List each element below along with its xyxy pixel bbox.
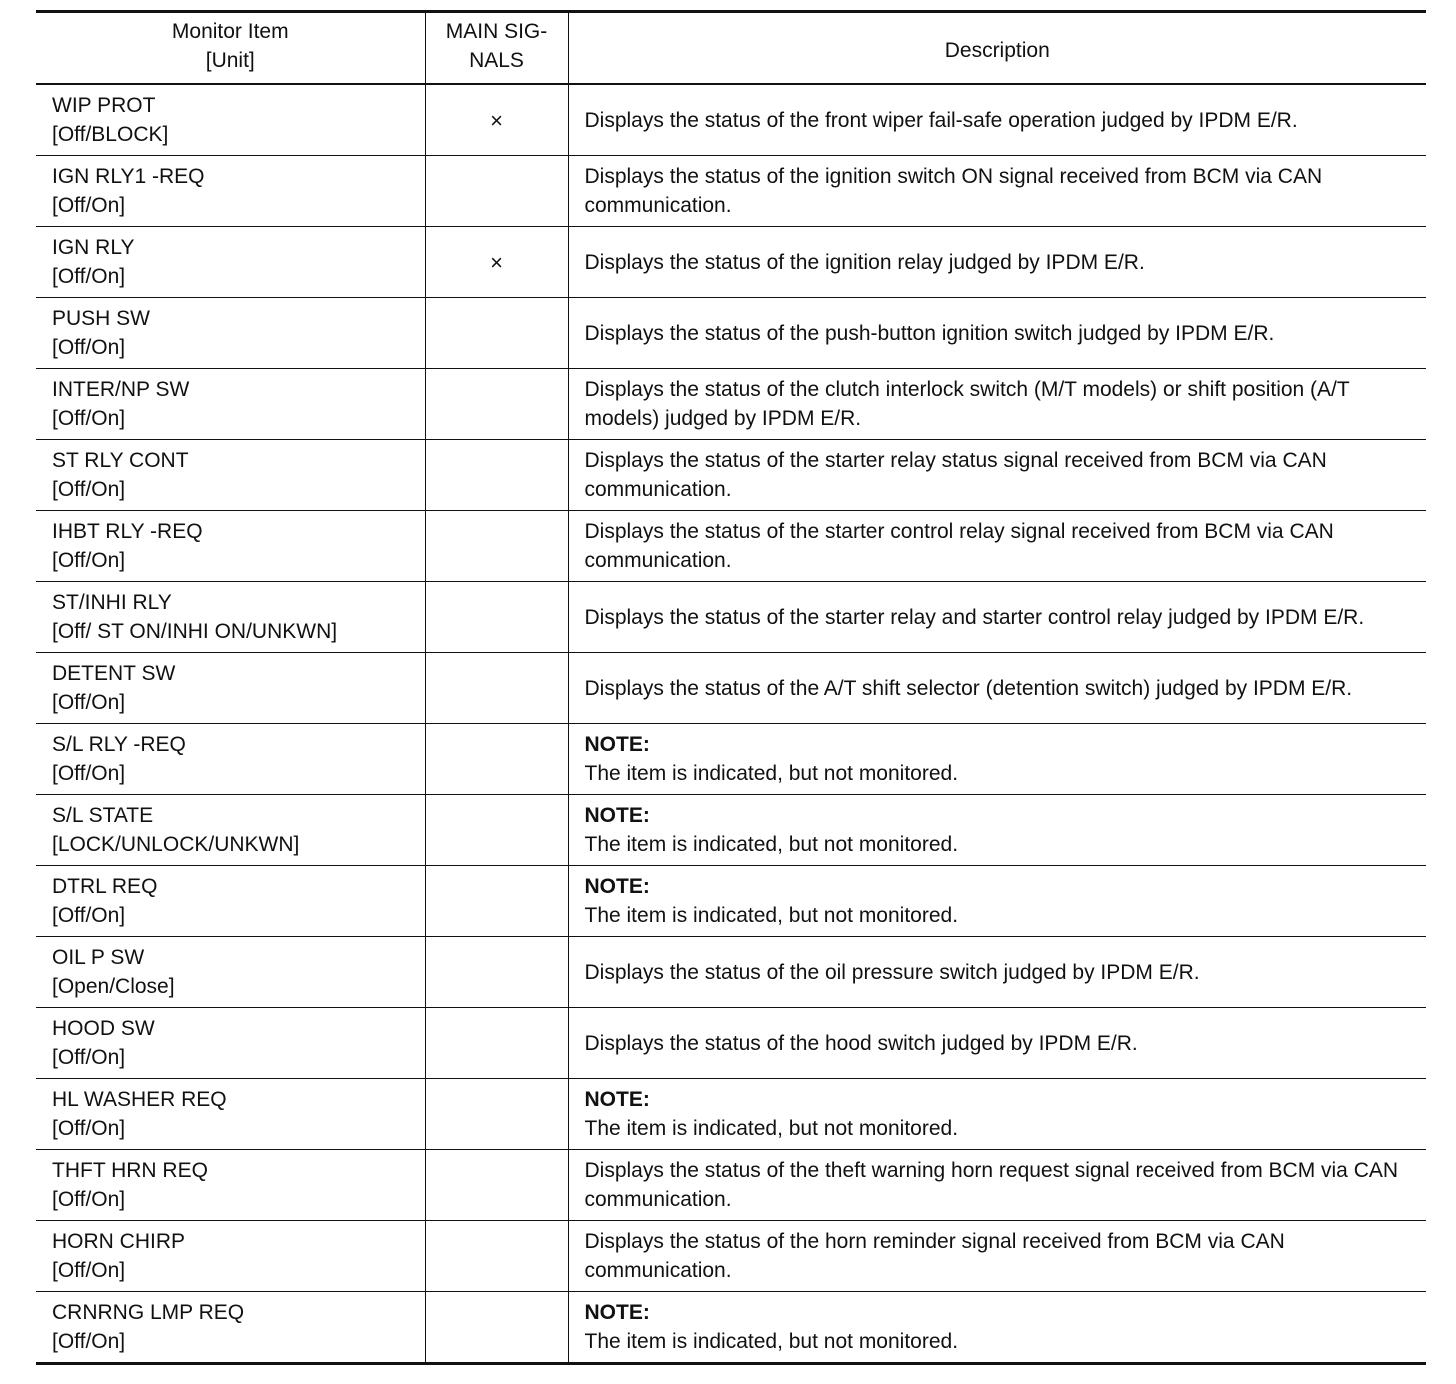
header-unit-label: [Unit] [205, 49, 255, 72]
monitor-item-cell [36, 1221, 425, 1292]
description-text: Displays the status of the starter relay and starter control relay judged by IPDM E/R. [584, 605, 1365, 629]
monitor-item-cell [36, 369, 425, 440]
table-row [36, 937, 1426, 1008]
description-cell [568, 156, 1426, 227]
header-main-signals-line2: NALS [469, 49, 524, 72]
monitor-item-cell [36, 1292, 425, 1364]
monitor-item-cell [36, 724, 425, 795]
table-row [36, 1008, 1426, 1079]
monitor-item-cell [36, 511, 425, 582]
monitor-item-unit: [Off/On] [52, 1046, 126, 1069]
monitor-item-unit: [Off/ ST ON/INHI ON/UNKWN] [52, 620, 338, 643]
description-cell [568, 1292, 1426, 1364]
header-description-label: Description [944, 38, 1050, 62]
monitor-item-unit: [Off/BLOCK] [52, 123, 169, 146]
monitor-item-name: CRNRNG LMP REQ [52, 1301, 245, 1324]
header-description [568, 12, 1426, 85]
table-row [36, 227, 1426, 298]
description-text: Displays the status of the hood switch judged by IPDM E/R. [584, 1031, 1138, 1055]
description-text: Displays the status of the theft warning horn request signal received from BCM via CAN communication. [584, 1159, 1399, 1211]
description-text: Displays the status of the A/T shift selector (detention switch) judged by IPDM E/R. [584, 676, 1353, 700]
main-signal-mark [425, 795, 568, 866]
monitor-item-name: HORN CHIRP [52, 1230, 186, 1253]
main-signal-mark [425, 866, 568, 937]
note-text: The item is indicated, but not monitored. [584, 833, 959, 856]
table-row [36, 1221, 1426, 1292]
monitor-item-name: THFT HRN REQ [52, 1159, 208, 1182]
note-title: NOTE: [584, 1088, 650, 1111]
description-cell [568, 298, 1426, 369]
monitor-item-unit: [Off/On] [52, 407, 126, 430]
description-text: Displays the status of the oil pressure switch judged by IPDM E/R. [584, 960, 1200, 984]
description-text: Displays the status of the starter relay status signal received from BCM via CAN communication. [584, 449, 1327, 501]
monitor-item-unit: [Off/On] [52, 265, 126, 288]
description-text: Displays the status of the push-button ignition switch judged by IPDM E/R. [584, 321, 1275, 345]
description-cell [568, 511, 1426, 582]
main-signal-mark [425, 298, 568, 369]
monitor-item-table [36, 10, 1426, 1365]
main-signal-mark [425, 937, 568, 1008]
table-row [36, 653, 1426, 724]
main-signal-mark: × [425, 84, 568, 156]
description-cell [568, 582, 1426, 653]
table-row [36, 1079, 1426, 1150]
monitor-item-name: ST/INHI RLY [52, 591, 172, 614]
main-signal-mark [425, 1292, 568, 1364]
monitor-item-unit: [Off/On] [52, 1117, 126, 1140]
description-cell [568, 84, 1426, 156]
description-text: Displays the status of the horn reminder signal received from BCM via CAN communication. [584, 1230, 1285, 1282]
description-cell [568, 866, 1426, 937]
main-signal-mark [425, 1079, 568, 1150]
main-signal-mark [425, 369, 568, 440]
note-text: The item is indicated, but not monitored. [584, 1330, 959, 1353]
note-title: NOTE: [584, 804, 650, 827]
monitor-item-name: ST RLY CONT [52, 449, 189, 472]
description-cell [568, 369, 1426, 440]
monitor-item-unit: [Off/On] [52, 904, 126, 927]
main-signal-mark [425, 440, 568, 511]
monitor-item-cell [36, 440, 425, 511]
table-row [36, 440, 1426, 511]
description-cell [568, 1150, 1426, 1221]
main-signal-mark [425, 1150, 568, 1221]
table-row [36, 511, 1426, 582]
monitor-item-cell [36, 227, 425, 298]
description-cell [568, 227, 1426, 298]
monitor-item-cell [36, 156, 425, 227]
main-signal-mark [425, 653, 568, 724]
monitor-item-name: INTER/NP SW [52, 378, 190, 401]
note-text: The item is indicated, but not monitored. [584, 1117, 959, 1140]
description-cell [568, 724, 1426, 795]
table-row [36, 724, 1426, 795]
monitor-item-cell [36, 582, 425, 653]
header-monitor-item [36, 12, 425, 85]
monitor-item-name: WIP PROT [52, 94, 156, 117]
main-signal-mark [425, 156, 568, 227]
monitor-item-cell [36, 866, 425, 937]
table-row [36, 795, 1426, 866]
table-row [36, 582, 1426, 653]
main-signal-mark [425, 724, 568, 795]
table-row [36, 156, 1426, 227]
description-text: Displays the status of the ignition switch ON signal received from BCM via CAN communication. [584, 165, 1323, 217]
monitor-item-name: HOOD SW [52, 1017, 155, 1040]
header-main-signals-line1: MAIN SIG- [445, 20, 548, 43]
header-item-label: Monitor Item [171, 20, 289, 43]
description-cell [568, 1079, 1426, 1150]
monitor-item-cell [36, 1150, 425, 1221]
monitor-item-unit: [Off/On] [52, 336, 126, 359]
monitor-item-unit: [Off/On] [52, 478, 126, 501]
monitor-item-cell [36, 937, 425, 1008]
table-body [36, 84, 1426, 1364]
monitor-item-name: S/L STATE [52, 804, 154, 827]
monitor-item-unit: [Off/On] [52, 762, 126, 785]
note-title: NOTE: [584, 733, 650, 756]
monitor-item-cell [36, 298, 425, 369]
main-signal-mark [425, 511, 568, 582]
note-text: The item is indicated, but not monitored. [584, 904, 959, 927]
table-row [36, 298, 1426, 369]
main-signal-mark: × [425, 227, 568, 298]
monitor-item-unit: [Off/On] [52, 1188, 126, 1211]
monitor-item-unit: [Off/On] [52, 1330, 126, 1353]
main-signal-mark [425, 1008, 568, 1079]
header-main-signals [425, 12, 568, 85]
monitor-item-unit: [Off/On] [52, 1259, 126, 1282]
description-cell [568, 440, 1426, 511]
main-signal-mark [425, 1221, 568, 1292]
description-cell [568, 653, 1426, 724]
table-row [36, 1292, 1426, 1364]
description-cell [568, 1008, 1426, 1079]
monitor-item-name: DETENT SW [52, 662, 176, 685]
monitor-item-name: OIL P SW [52, 946, 145, 969]
note-text: The item is indicated, but not monitored. [584, 762, 959, 785]
table-row [36, 1150, 1426, 1221]
table-row [36, 866, 1426, 937]
table-row [36, 84, 1426, 156]
monitor-item-name: S/L RLY -REQ [52, 733, 186, 756]
table-header-row [36, 12, 1426, 85]
monitor-item-unit: [LOCK/UNLOCK/UNKWN] [52, 833, 300, 856]
description-cell [568, 937, 1426, 1008]
monitor-item-name: IHBT RLY -REQ [52, 520, 203, 543]
table-row [36, 369, 1426, 440]
description-text: Displays the status of the starter control relay signal received from BCM via CAN communication. [584, 520, 1334, 572]
monitor-item-name: DTRL REQ [52, 875, 158, 898]
monitor-item-cell [36, 84, 425, 156]
note-title: NOTE: [584, 1301, 650, 1324]
description-text: Displays the status of the ignition relay judged by IPDM E/R. [584, 250, 1145, 274]
monitor-item-unit: [Off/On] [52, 691, 126, 714]
monitor-item-cell [36, 1079, 425, 1150]
monitor-item-cell [36, 1008, 425, 1079]
monitor-item-unit: [Open/Close] [52, 975, 175, 998]
monitor-item-name: IGN RLY1 -REQ [52, 165, 205, 188]
description-cell [568, 795, 1426, 866]
description-cell [568, 1221, 1426, 1292]
monitor-item-cell [36, 795, 425, 866]
monitor-item-name: IGN RLY [52, 236, 135, 259]
monitor-item-cell [36, 653, 425, 724]
main-signal-mark [425, 582, 568, 653]
monitor-item-unit: [Off/On] [52, 194, 126, 217]
description-text: Displays the status of the front wiper fail-safe operation judged by IPDM E/R. [584, 108, 1298, 132]
note-title: NOTE: [584, 875, 650, 898]
monitor-item-unit: [Off/On] [52, 549, 126, 572]
monitor-item-name: PUSH SW [52, 307, 151, 330]
description-text: Displays the status of the clutch interlock switch (M/T models) or shift position (A/T models) judged by IPDM E/R. [584, 378, 1350, 430]
monitor-item-name: HL WASHER REQ [52, 1088, 227, 1111]
